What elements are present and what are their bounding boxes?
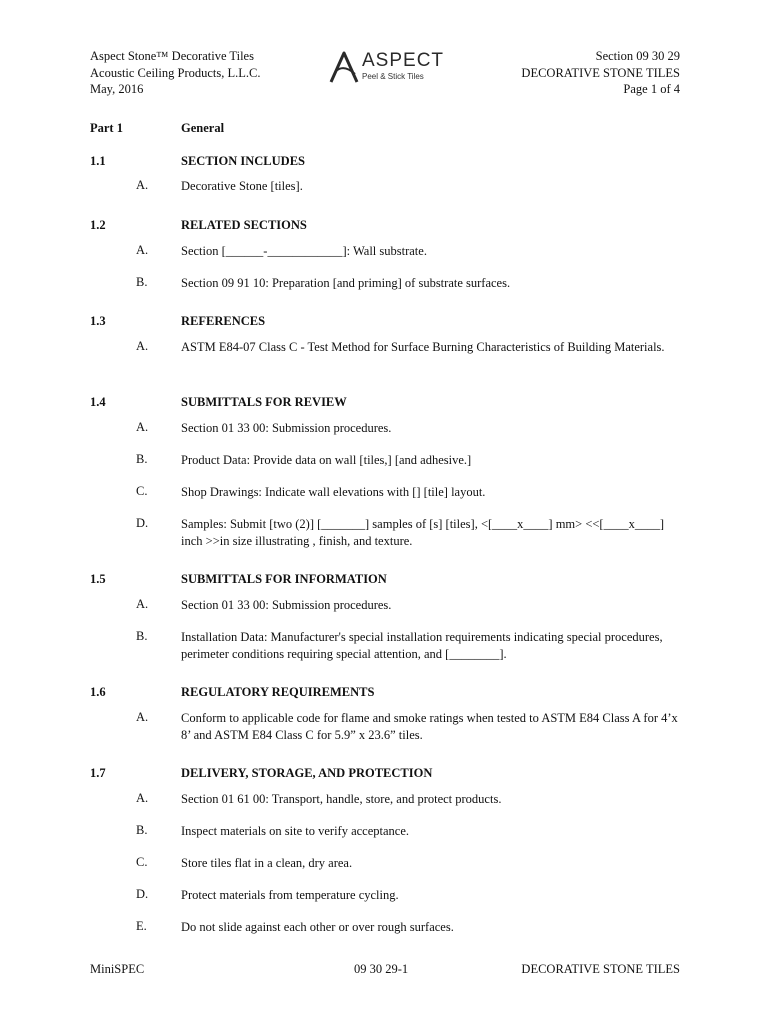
section-number: 1.4 [90, 395, 106, 409]
section-number: 1.3 [90, 314, 106, 328]
item-letter: B. [136, 629, 148, 643]
item-letter: A. [136, 597, 149, 611]
item-text: Product Data: Provide data on wall [tiles,] [and adhesive.] [181, 453, 472, 467]
logo-brand: ASPECT [362, 50, 445, 71]
item-text: ASTM E84-07 Class C - Test Method for Surface Burning Characteristics of Building Materials. [181, 340, 665, 354]
item-letter: B. [136, 452, 148, 466]
header-section-title: DECORATIVE STONE TILES [521, 65, 680, 80]
item-text: Shop Drawings: Indicate wall elevations with [] [tile] layout. [181, 485, 486, 499]
footer-right: DECORATIVE STONE TILES [521, 962, 680, 976]
footer-left: MiniSPEC [90, 962, 145, 976]
item-letter: A. [136, 710, 149, 724]
section-title: SUBMITTALS FOR INFORMATION [181, 572, 387, 586]
section-number: 1.5 [90, 572, 106, 586]
part-title: General [181, 121, 225, 135]
section-number: 1.7 [90, 766, 106, 780]
item-text: Section 01 61 00: Transport, handle, store, and protect products. [181, 792, 502, 806]
footer-page-code: 09 30 29-1 [354, 962, 409, 976]
section-number: 1.1 [90, 154, 106, 168]
section-title: SECTION INCLUDES [181, 154, 305, 168]
header-right [521, 48, 680, 98]
item-letter: A. [136, 791, 149, 805]
section-title: DELIVERY, STORAGE, AND PROTECTION [181, 766, 433, 780]
header-date: May, 2016 [90, 82, 144, 96]
item-letter: A. [136, 243, 149, 257]
item-letter: C. [136, 484, 148, 498]
section-number: 1.6 [90, 685, 106, 699]
item-text: Store tiles flat in a clean, dry area. [181, 856, 353, 870]
item-text: Section 01 33 00: Submission procedures. [181, 598, 392, 612]
item-text: Inspect materials on site to verify acceptance. [181, 824, 410, 838]
section-title: RELATED SECTIONS [181, 218, 307, 232]
logo-tagline: Peel & Stick Tiles [362, 72, 424, 81]
item-text: Conform to applicable code for flame and smoke ratings when tested to ASTM E84 Class A for 4’x 8’ and ASTM E84 Class C for 5.9” x 23.6” tiles. [181, 711, 678, 742]
item-text: Installation Data: Manufacturer's special installation requirements indicating special procedures, perimeter conditions requiring special attention, and [________]. [181, 630, 663, 661]
item-letter: E. [136, 919, 147, 933]
item-text: Section 09 91 10: Preparation [and priming] of substrate surfaces. [181, 276, 511, 290]
header-section-number: Section 09 30 29 [595, 49, 680, 63]
part-label: Part 1 [90, 121, 123, 135]
item-text: Section [______-____________]: Wall substrate. [181, 244, 427, 258]
item-letter: B. [136, 275, 148, 289]
item-letter: A. [136, 339, 149, 353]
section-title: REFERENCES [181, 314, 266, 328]
item-letter: A. [136, 420, 149, 434]
item-text: Decorative Stone [tiles]. [181, 179, 303, 193]
item-text: Do not slide against each other or over rough surfaces. [181, 920, 454, 934]
section-title: REGULATORY REQUIREMENTS [181, 685, 375, 699]
header-product: Aspect Stone™ Decorative Tiles [90, 49, 254, 63]
item-text: Protect materials from temperature cycling. [181, 888, 399, 902]
item-letter: D. [136, 887, 149, 901]
header-left [90, 48, 260, 98]
item-text: Section 01 33 00: Submission procedures. [181, 421, 392, 435]
item-text: Samples: Submit [two (2)] [_______] samples of [s] [tiles], <[____x____] mm> <<[____x____] inch >>in size illustrating , finish, and texture. [181, 517, 665, 548]
section-number: 1.2 [90, 218, 106, 232]
section-title: SUBMITTALS FOR REVIEW [181, 395, 347, 409]
aspect-logo [328, 50, 448, 84]
item-letter: C. [136, 855, 148, 869]
aspect-logo-icon [328, 50, 360, 84]
header-company: Acoustic Ceiling Products, L.L.C. [90, 65, 261, 80]
item-letter: D. [136, 516, 149, 530]
item-letter: B. [136, 823, 148, 837]
header-page: Page 1 of 4 [623, 82, 680, 96]
item-letter: A. [136, 178, 149, 192]
